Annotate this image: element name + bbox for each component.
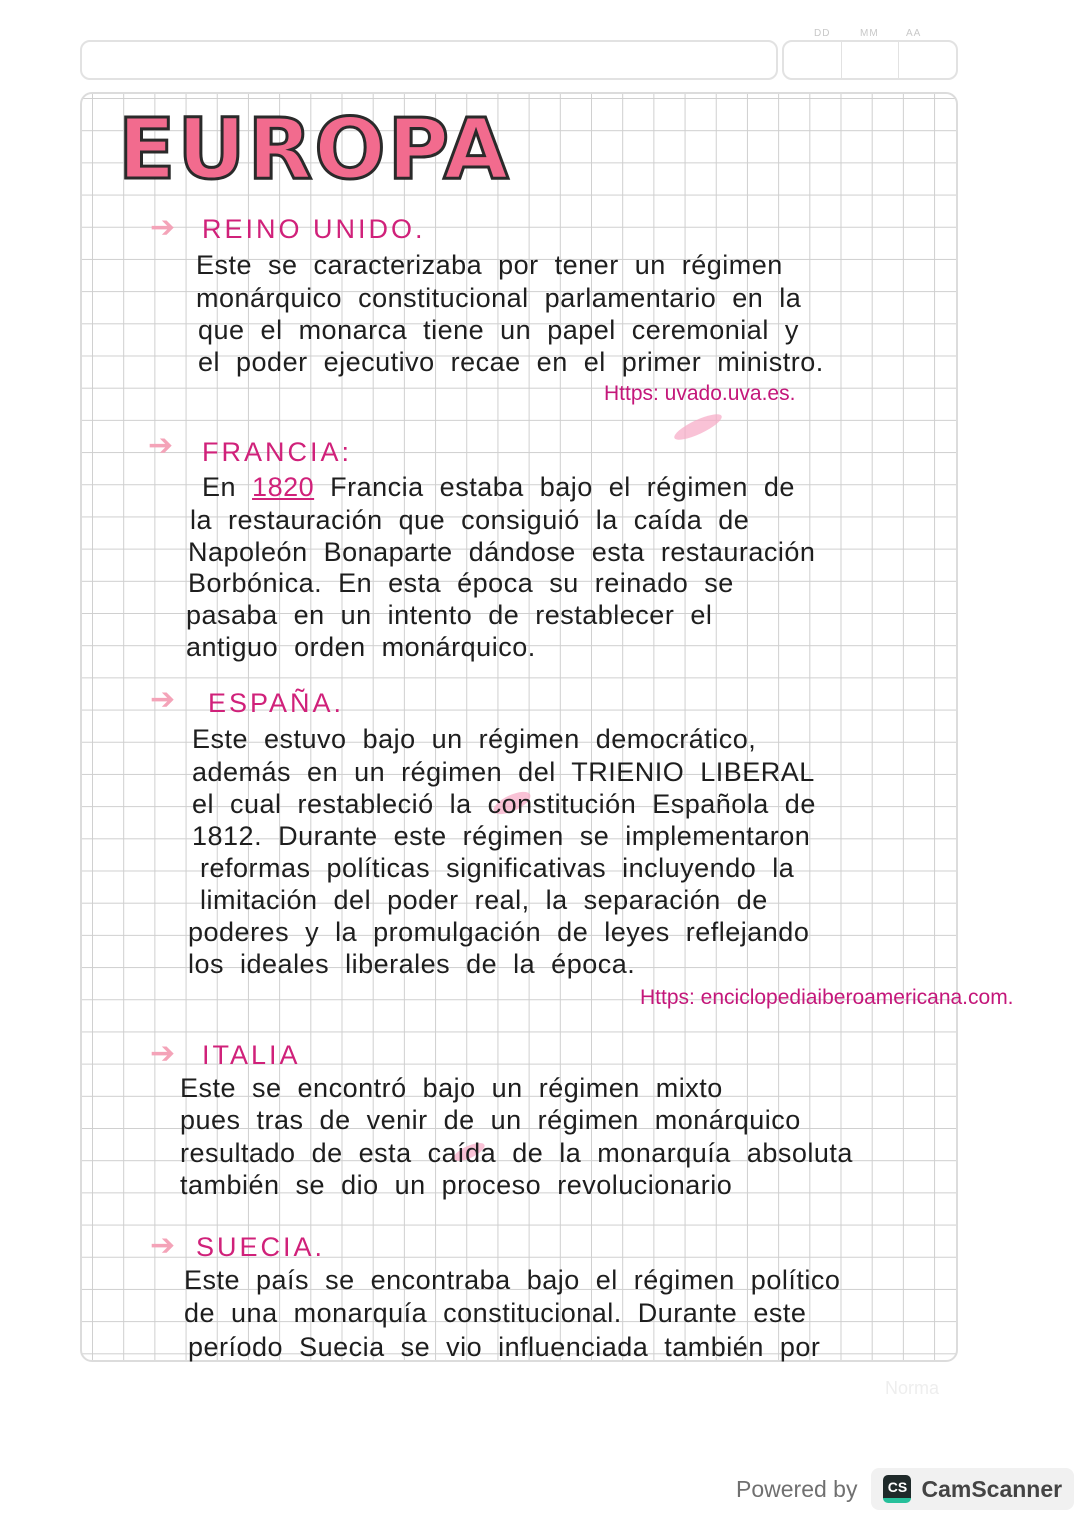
camscanner-logo-icon: CS bbox=[883, 1475, 911, 1503]
text-line: los ideales liberales de la época. bbox=[188, 949, 636, 979]
text-line: resultado de esta caída de la monarquía absoluta bbox=[180, 1138, 853, 1168]
powered-by-label: Powered by bbox=[736, 1475, 858, 1502]
heading-francia: FRANCIA: bbox=[202, 437, 353, 467]
date-box bbox=[782, 40, 958, 80]
text-fragment: Francia estaba bajo el régimen de bbox=[330, 472, 795, 502]
date-day-cell bbox=[784, 42, 842, 78]
page-title: EUROPA bbox=[118, 100, 511, 198]
text-line: Napoleón Bonaparte dándose esta restauración bbox=[188, 537, 816, 567]
source-url: Https: enciclopediaiberoamericana.com. bbox=[640, 986, 1014, 1009]
date-year-cell bbox=[899, 42, 956, 78]
notebook-name-field bbox=[80, 40, 778, 80]
date-month-cell bbox=[842, 42, 900, 78]
text-line: la restauración que consiguió la caída de bbox=[190, 505, 750, 535]
text-line: Este se encontró bajo un régimen mixto bbox=[180, 1073, 723, 1103]
arrow-icon: ➔ bbox=[150, 211, 176, 244]
heading-reino-unido: REINO UNIDO. bbox=[202, 214, 426, 244]
arrow-icon: ➔ bbox=[150, 1229, 176, 1262]
text-line: también se dio un proceso revolucionario bbox=[180, 1170, 733, 1200]
arrow-icon: ➔ bbox=[148, 429, 174, 462]
text-line: pues tras de venir de un régimen monárquico bbox=[180, 1105, 801, 1135]
camscanner-badge bbox=[871, 1468, 1074, 1510]
heading-espana: ESPAÑA. bbox=[208, 688, 345, 718]
text-line: 1812. Durante este régimen se implementaron bbox=[192, 821, 811, 851]
heading-italia: ITALIA bbox=[202, 1040, 301, 1070]
camscanner-footer bbox=[736, 1468, 1074, 1510]
highlighted-year: 1820 bbox=[252, 472, 315, 502]
text-line: pasaba en un intento de restablecer el bbox=[186, 600, 713, 630]
arrow-icon: ➔ bbox=[150, 1037, 176, 1070]
text-line: el cual restableció la constitución Española de bbox=[192, 789, 816, 819]
text-fragment: En bbox=[202, 472, 237, 502]
text-line bbox=[202, 472, 795, 503]
text-line: Borbónica. En esta época su reinado se bbox=[188, 568, 734, 598]
text-line: Este país se encontraba bajo el régimen político bbox=[184, 1265, 841, 1295]
arrow-icon: ➔ bbox=[150, 683, 176, 716]
text-line: Este estuvo bajo un régimen democrático, bbox=[192, 724, 757, 754]
heading-suecia: SUECIA. bbox=[196, 1232, 326, 1262]
text-line: monárquico constitucional parlamentario en la bbox=[196, 283, 802, 313]
source-url: Https: uvado.uva.es. bbox=[604, 382, 796, 405]
date-label-day: DD bbox=[814, 28, 831, 39]
text-line: el poder ejecutivo recae en el primer ministro. bbox=[198, 347, 824, 377]
text-line: período Suecia se vio influenciada también por bbox=[188, 1332, 821, 1362]
date-label-year: AA bbox=[906, 28, 922, 39]
text-line: reformas políticas significativas incluyendo la bbox=[200, 853, 795, 883]
text-line: limitación del poder real, la separación de bbox=[200, 885, 768, 915]
camscanner-brand: CamScanner bbox=[921, 1475, 1063, 1502]
text-line: además en un régimen del TRIENIO LIBERAL bbox=[192, 757, 815, 787]
text-line: que el monarca tiene un papel ceremonial y bbox=[198, 315, 799, 345]
text-line: antiguo orden monárquico. bbox=[186, 632, 536, 662]
text-line: Este se caracterizaba por tener un régimen bbox=[196, 250, 783, 280]
text-line: de una monarquía constitucional. Durante este bbox=[184, 1298, 807, 1328]
notebook-brand-watermark: Norma bbox=[885, 1378, 940, 1398]
date-label-month: MM bbox=[860, 28, 879, 39]
text-line: poderes y la promulgación de leyes reflejando bbox=[188, 917, 810, 947]
